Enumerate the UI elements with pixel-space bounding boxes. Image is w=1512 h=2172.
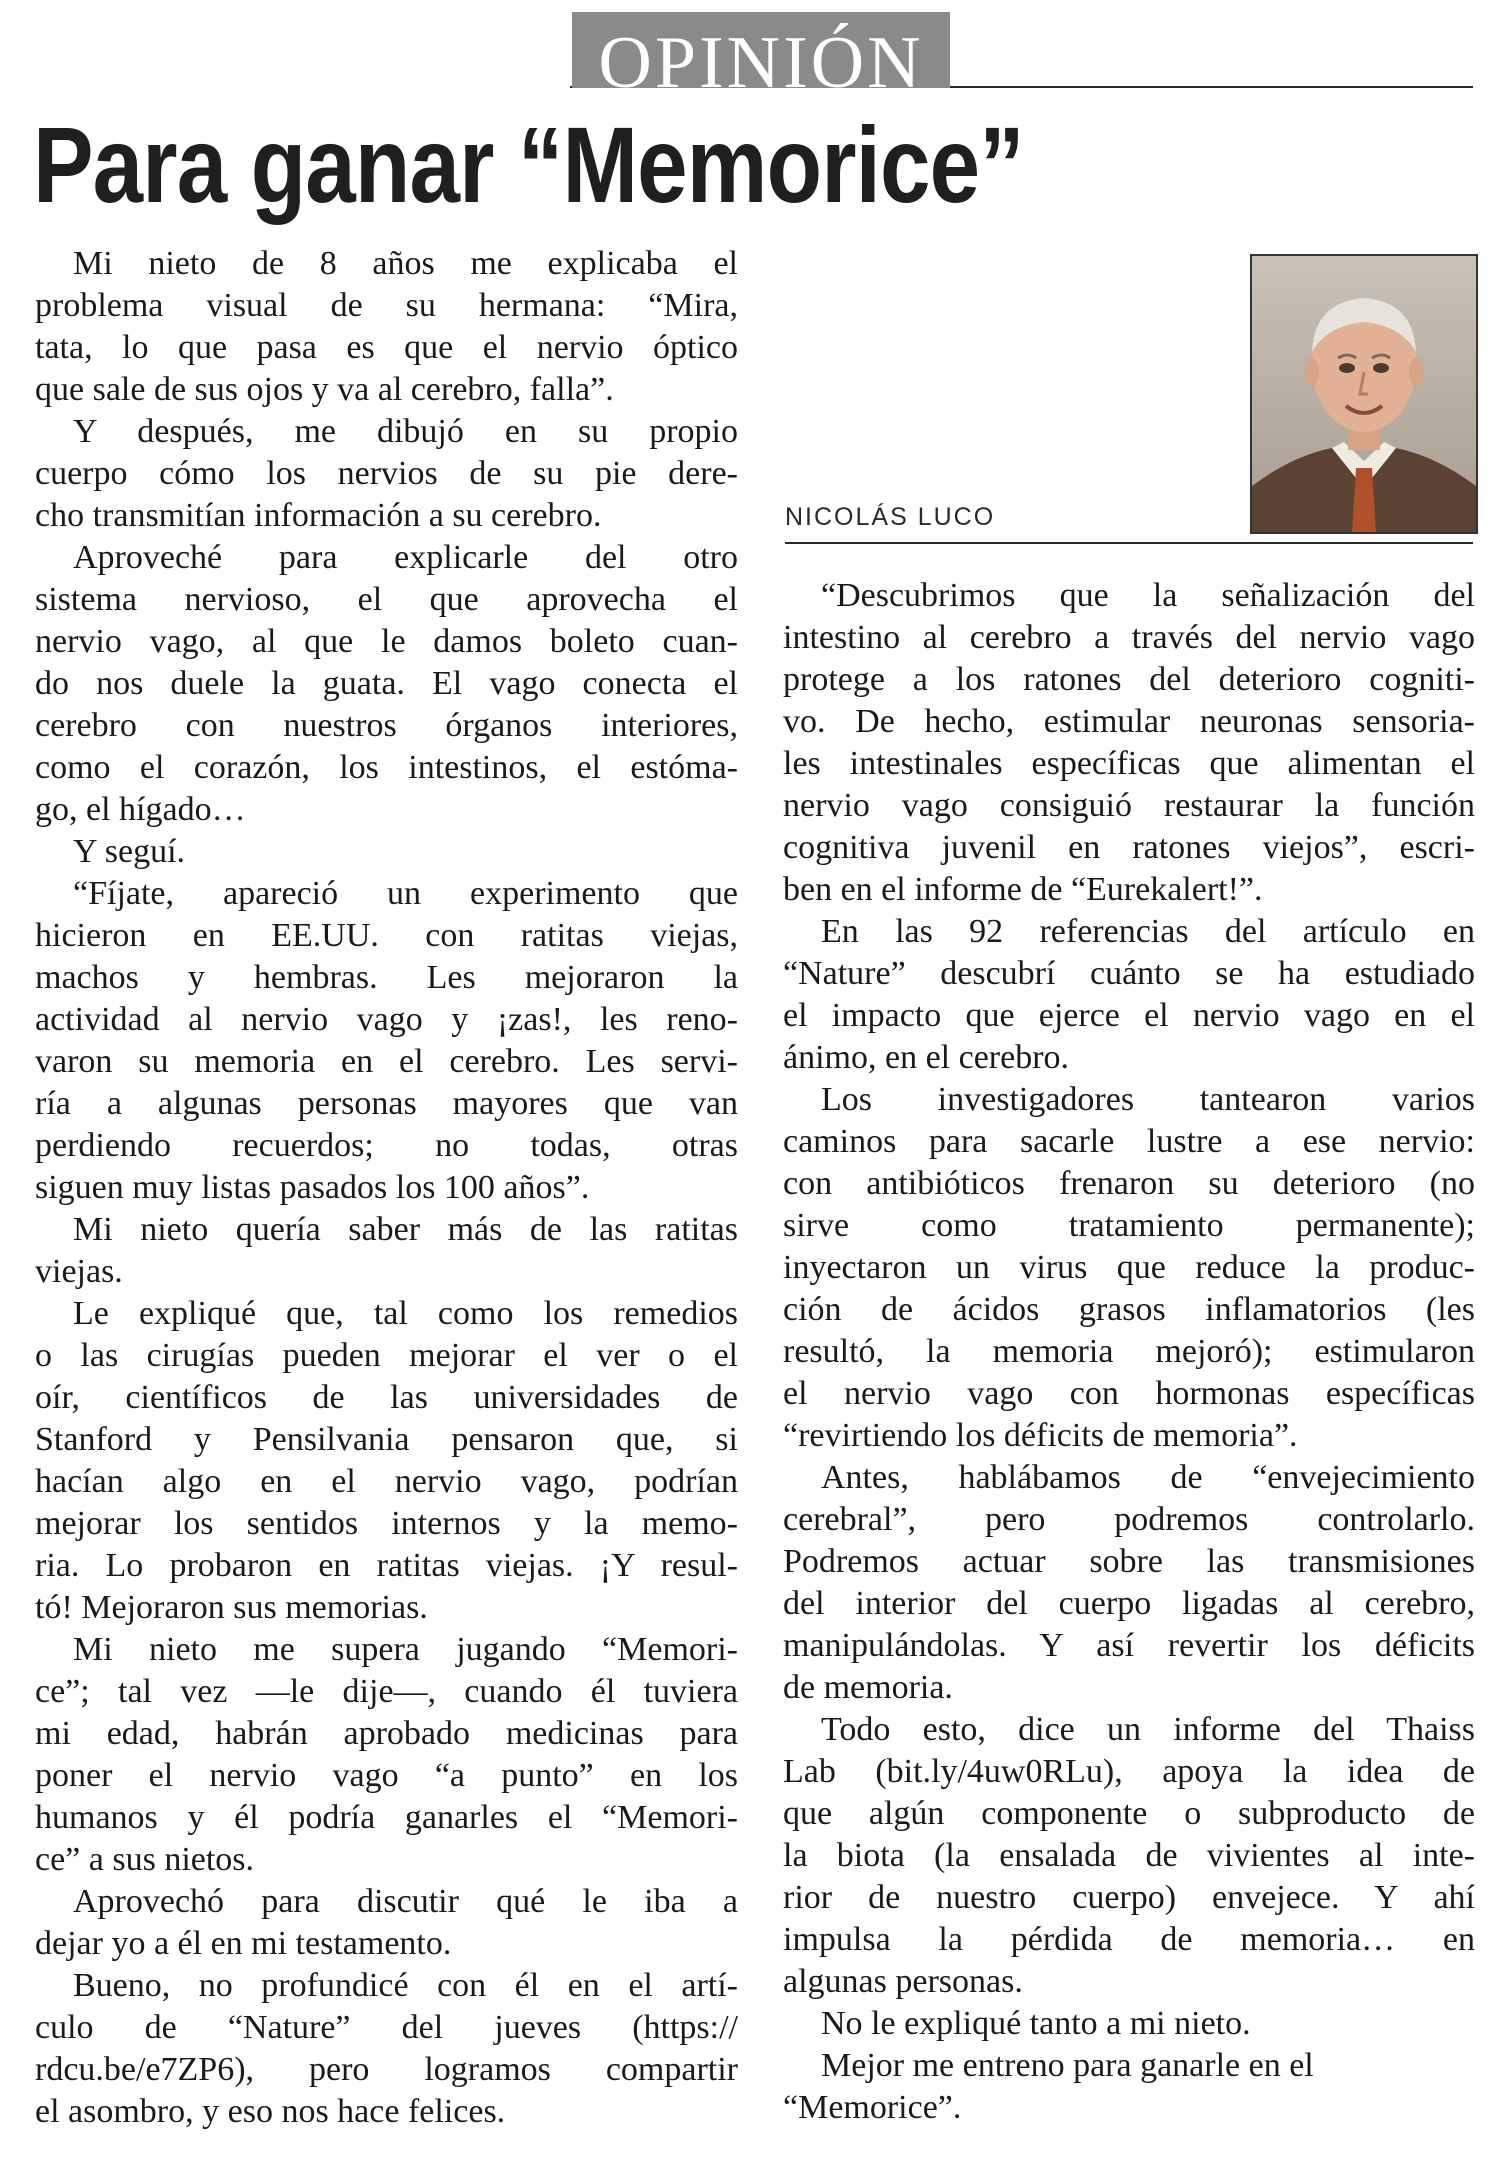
text-line: siguen muy listas pasados los 100 años”. <box>35 1169 590 1206</box>
text-line: sistema nervioso, el que aprovecha el <box>35 581 738 618</box>
text-line: que sale de sus ojos y va al cerebro, falla”. <box>35 371 614 408</box>
text-line: Y después, me dibujó en su propio <box>73 413 738 450</box>
text-line: actividad al nervio vago y ¡zas!, les reno- <box>35 1001 738 1038</box>
text-line: culo de “Nature” del jueves (https:// <box>35 2009 738 2046</box>
column-1-body <box>35 243 738 2133</box>
text-line: viejas. <box>35 1253 123 1290</box>
text-line: protege a los ratones del deterioro cogniti- <box>783 661 1475 698</box>
text-line: intestino al cerebro a través del nervio vago <box>783 619 1475 656</box>
text-line: “Nature” descubrí cuánto se ha estudiado <box>783 955 1475 992</box>
text-line: cerebro con nuestros órganos interiores, <box>35 707 738 744</box>
text-line: “Memorice”. <box>783 2089 962 2126</box>
text-line: Aproveché para explicarle del otro <box>73 539 738 576</box>
text-line: machos y hembras. Les mejoraron la <box>35 959 738 996</box>
text-line: dejar yo a él en mi testamento. <box>35 1925 452 1962</box>
text-line: cho transmitían información a su cerebro. <box>35 497 602 534</box>
text-line: el impacto que ejerce el nervio vago en el <box>783 997 1475 1034</box>
text-line: rdcu.be/e7ZP6), pero logramos compartir <box>35 2051 738 2088</box>
text-line: el asombro, y eso nos hace felices. <box>35 2093 506 2130</box>
article-column-1 <box>35 243 738 2133</box>
text-line: ce” a sus nietos. <box>35 1841 255 1878</box>
text-line: ce”; tal vez —le dije—, cuando él tuviera <box>35 1673 738 1710</box>
text-line: do nos duele la guata. El vago conecta el <box>35 665 738 702</box>
text-line: la biota (la ensalada de vivientes al inte- <box>783 1837 1475 1874</box>
text-line: ría a algunas personas mayores que van <box>35 1085 738 1122</box>
text-line: Mejor me entreno para ganarle en el <box>821 2047 1314 2084</box>
text-line: humanos y él podría ganarles el “Memori- <box>35 1799 738 1836</box>
section-label <box>572 12 950 88</box>
article-column-2 <box>783 243 1475 2129</box>
text-line: Mi nieto de 8 años me explicaba el <box>73 245 738 282</box>
section-label-text: OPINIÓN <box>598 22 924 88</box>
text-line: tó! Mejoraron sus memorias. <box>35 1589 428 1626</box>
text-line: Aprovechó para discutir qué le iba a <box>73 1883 738 1920</box>
text-line: ria. Lo probaron en ratitas viejas. ¡Y resul- <box>35 1547 738 1584</box>
text-line: con antibióticos frenaron su deterioro (no <box>783 1165 1475 1202</box>
text-line: como el corazón, los intestinos, el estóma- <box>35 749 738 786</box>
text-line: nervio vago, al que le damos boleto cuan- <box>35 623 738 660</box>
text-line: caminos para sacarle lustre a ese nervio: <box>783 1123 1475 1160</box>
text-line: problema visual de su hermana: “Mira, <box>35 287 738 324</box>
text-line: resultó, la memoria mejoró); estimularon <box>783 1333 1475 1370</box>
text-line: mi edad, habrán aprobado medicinas para <box>35 1715 738 1752</box>
text-line: Stanford y Pensilvania pensaron que, si <box>35 1421 738 1458</box>
text-line: Los investigadores tantearon varios <box>821 1081 1475 1118</box>
text-line: go, el hígado… <box>35 791 246 828</box>
text-line: Le expliqué que, tal como los remedios <box>73 1295 738 1332</box>
text-line: Podremos actuar sobre las transmisiones <box>783 1543 1475 1580</box>
text-line: hicieron en EE.UU. con ratitas viejas, <box>35 917 738 954</box>
text-line: Mi nieto me supera jugando “Memori- <box>73 1631 738 1668</box>
text-line: “revirtiendo los déficits de memoria”. <box>783 1417 1298 1454</box>
text-line: impulsa la pérdida de memoria… en <box>783 1921 1475 1958</box>
text-line: oír, científicos de las universidades de <box>35 1379 738 1416</box>
text-line: varon su memoria en el cerebro. Les servi- <box>35 1043 738 1080</box>
text-line: les intestinales específicas que alimentan el <box>783 745 1475 782</box>
text-line: de memoria. <box>783 1669 953 1706</box>
text-line: algunas personas. <box>783 1963 1023 2000</box>
text-line: cuerpo cómo los nervios de su pie dere- <box>35 455 738 492</box>
text-line: ánimo, en el cerebro. <box>783 1039 1070 1076</box>
text-line: rior de nuestro cuerpo) envejece. Y ahí <box>783 1879 1475 1916</box>
text-line: tata, lo que pasa es que el nervio óptico <box>35 329 738 366</box>
text-line: “Fíjate, apareció un experimento que <box>73 875 738 912</box>
text-line: “Descubrimos que la señalización del <box>821 577 1475 614</box>
text-line: perdiendo recuerdos; no todas, otras <box>35 1127 738 1164</box>
text-line: del interior del cuerpo ligadas al cerebro, <box>783 1585 1475 1622</box>
text-line: mejorar los sentidos internos y la memo- <box>35 1505 738 1542</box>
text-line: Y seguí. <box>73 833 186 870</box>
text-line: Todo esto, dice un informe del Thaiss <box>821 1711 1475 1748</box>
text-line: el nervio vago con hormonas específicas <box>783 1375 1475 1412</box>
text-line: En las 92 referencias del artículo en <box>821 913 1475 950</box>
text-line: hacían algo en el nervio vago, podrían <box>35 1463 738 1500</box>
headline: Para ganar “Memorice” <box>33 104 1024 225</box>
text-line: Mi nieto quería saber más de las ratitas <box>73 1211 738 1248</box>
text-line: No le expliqué tanto a mi nieto. <box>821 2005 1251 2042</box>
text-line: que algún componente o subproducto de <box>783 1795 1475 1832</box>
text-line: vo. De hecho, estimular neuronas sensoria- <box>783 703 1475 740</box>
byline: NICOLÁS LUCO <box>785 503 996 531</box>
text-line: cerebral”, pero podremos controlarlo. <box>783 1501 1475 1538</box>
text-line: Antes, hablábamos de “envejecimiento <box>821 1459 1475 1496</box>
text-line: nervio vago consiguió restaurar la función <box>783 787 1475 824</box>
text-line: sirve como tratamiento permanente); <box>783 1207 1475 1244</box>
column-2-body <box>783 575 1475 2129</box>
text-line: inyectaron un virus que reduce la produc- <box>783 1249 1475 1286</box>
text-line: Bueno, no profundicé con él en el artí- <box>73 1967 738 2004</box>
text-line: ben en el informe de “Eurekalert!”. <box>783 871 1263 908</box>
text-line: Lab (bit.ly/4uw0RLu), apoya la idea de <box>783 1753 1475 1790</box>
text-line: manipulándolas. Y así revertir los déficits <box>783 1627 1475 1664</box>
text-line: ción de ácidos grasos inflamatorios (les <box>783 1291 1475 1328</box>
text-line: o las cirugías pueden mejorar el ver o el <box>35 1337 738 1374</box>
text-line: poner el nervio vago “a punto” en los <box>35 1757 738 1794</box>
text-line: cognitiva juvenil en ratones viejos”, escri- <box>783 829 1475 866</box>
